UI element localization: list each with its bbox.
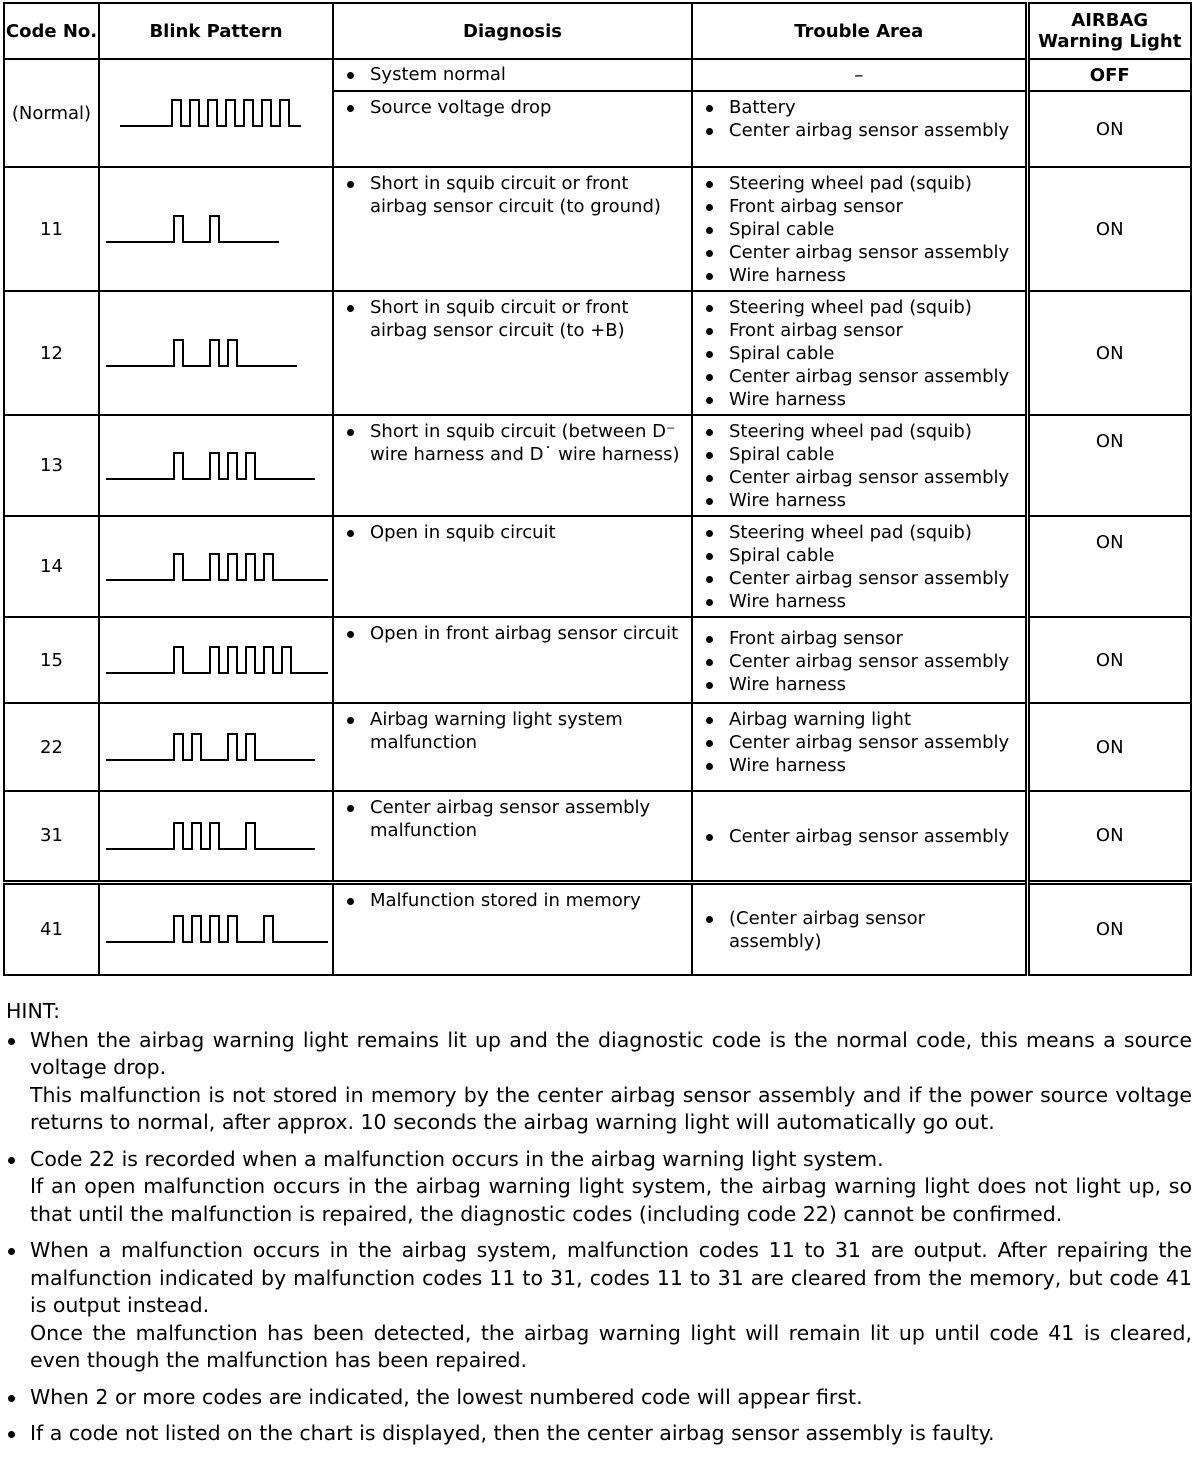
hint-item	[6, 1420, 1192, 1448]
trouble-cell	[692, 415, 1027, 516]
hint-item	[6, 1237, 1192, 1375]
table-row-code-22	[4, 703, 1191, 791]
diagnosis-cell	[333, 59, 692, 91]
list-item: Wire harness	[703, 754, 1021, 777]
hint-paragraph: Once the malfunction has been detected, the airbag warning light will remain lit up until code 41 is cleared, even though the malfunction has been repaired.	[30, 1320, 1192, 1372]
blink-pattern-waveform	[100, 194, 330, 264]
warning-light-cell: OFF	[1027, 59, 1191, 91]
code-cell-normal: (Normal)	[4, 59, 99, 167]
header-trouble-area: Trouble Area	[692, 3, 1027, 59]
blink-pattern-waveform	[100, 894, 330, 964]
hint-list	[6, 1027, 1192, 1448]
diagnosis-cell	[333, 882, 692, 975]
hint-section	[6, 998, 1192, 1457]
diagnosis-cell	[333, 791, 692, 882]
warning-light-cell: ON	[1027, 703, 1191, 791]
hint-paragraph: This malfunction is not stored in memory by the center airbag sensor assembly and if the power source voltage returns to normal, after approx. 10 seconds the airbag warning light will automatically go out.	[30, 1082, 1192, 1134]
header-code: Code No.	[4, 3, 99, 59]
warning-light-cell: ON	[1027, 91, 1191, 167]
list-item: Spiral cable	[703, 443, 1021, 466]
waveform-line	[106, 823, 315, 849]
blink-pattern-waveform	[100, 318, 330, 388]
list-item: Center airbag sensor assembly	[703, 466, 1021, 489]
diagnosis-cell	[333, 516, 692, 617]
warning-light-cell: ON	[1027, 415, 1191, 516]
list-item: Center airbag sensor assembly	[703, 365, 1021, 388]
list-item: Center airbag sensor assembly	[703, 731, 1021, 754]
list-item: Front airbag sensor	[703, 319, 1021, 342]
waveform-line	[106, 916, 328, 942]
blink-pattern-13	[99, 415, 333, 516]
list-item: Malfunction stored in memory	[344, 889, 687, 912]
list-item: Front airbag sensor	[703, 195, 1021, 218]
hint-title: HINT:	[6, 999, 60, 1023]
code-cell: 22	[4, 703, 99, 791]
list-item: Wire harness	[703, 489, 1021, 512]
list-item: Front airbag sensor	[703, 627, 1021, 650]
header-blink-pattern: Blink Pattern	[99, 3, 333, 59]
blink-pattern-15	[99, 617, 333, 703]
list-item: Spiral cable	[703, 342, 1021, 365]
diagnosis-item: System normal	[344, 63, 687, 86]
list-item: Steering wheel pad (squib)	[703, 521, 1021, 544]
waveform-line	[106, 554, 328, 580]
trouble-cell	[692, 91, 1027, 167]
table-row-code-31	[4, 791, 1191, 882]
hint-paragraph: When 2 or more codes are indicated, the lowest numbered code will appear first.	[30, 1384, 863, 1409]
blink-pattern-14	[99, 516, 333, 617]
blink-pattern-waveform	[100, 625, 330, 695]
code-cell: 41	[4, 882, 99, 975]
trouble-cell	[692, 791, 1027, 882]
diagnostic-code-table	[3, 2, 1192, 976]
trouble-cell	[692, 882, 1027, 975]
code-cell: 15	[4, 617, 99, 703]
warning-light-cell: ON	[1027, 882, 1191, 975]
waveform-line	[106, 734, 315, 760]
list-item: Steering wheel pad (squib)	[703, 172, 1021, 195]
header-diagnosis: Diagnosis	[333, 3, 692, 59]
code-cell: 11	[4, 167, 99, 291]
hint-paragraph: Code 22 is recorded when a malfunction occurs in the airbag warning light system.	[30, 1146, 884, 1171]
trouble-cell	[692, 167, 1027, 291]
table-header-row	[4, 3, 1191, 59]
waveform-line	[106, 647, 328, 673]
list-item: Center airbag sensor assembly	[703, 241, 1021, 264]
table-row-code-14	[4, 516, 1191, 617]
list-item: Wire harness	[703, 264, 1021, 287]
diagnosis-cell	[333, 415, 692, 516]
list-item: Spiral cable	[703, 544, 1021, 567]
list-item: Wire harness	[703, 388, 1021, 411]
warning-light-cell: ON	[1027, 516, 1191, 617]
trouble-cell	[692, 291, 1027, 415]
blink-pattern-11	[99, 167, 333, 291]
hint-paragraph: If an open malfunction occurs in the airbag warning light system, the airbag warning light does not light up, so that until the malfunction is repaired, the diagnostic codes (including code 22) cannot be confirmed.	[30, 1174, 1192, 1226]
table-row-code-15	[4, 617, 1191, 703]
warning-light-cell: ON	[1027, 167, 1191, 291]
hint-paragraph: When the airbag warning light remains lit up and the diagnostic code is the normal code, this means a source voltage drop.	[30, 1027, 1192, 1079]
hint-item	[6, 1146, 1192, 1229]
warning-light-cell: ON	[1027, 291, 1191, 415]
table-row-code-11	[4, 167, 1191, 291]
code-cell: 14	[4, 516, 99, 617]
table-row-code-41	[4, 882, 1191, 975]
list-item: Short in squib circuit or front airbag sensor circuit (to ground)	[344, 172, 687, 218]
warning-light-cell: ON	[1027, 617, 1191, 703]
diagnosis-cell	[333, 167, 692, 291]
waveform-line	[106, 216, 279, 242]
diagnosis-item: Source voltage drop	[344, 96, 687, 119]
diagnosis-cell	[333, 617, 692, 703]
diagnosis-cell	[333, 703, 692, 791]
list-item: Short in squib circuit (between D⁻ wire harness and D˙ wire harness)	[344, 420, 687, 466]
blink-pattern-31	[99, 791, 333, 882]
list-item: Open in front airbag sensor circuit	[344, 622, 687, 645]
list-item: Wire harness	[703, 590, 1021, 613]
list-item: Center airbag sensor assembly	[703, 567, 1021, 590]
diagnosis-cell	[333, 291, 692, 415]
hint-paragraph: When a malfunction occurs in the airbag system, malfunction codes 11 to 31 are output. After repairing the malfunction indicated by malfunction codes 11 to 31, codes 11 to 31 are cleared from the memory, but code 41 is output instead.	[30, 1238, 1192, 1317]
header-warning-light: AIRBAG Warning Light	[1027, 3, 1191, 59]
list-item: Steering wheel pad (squib)	[703, 296, 1021, 319]
list-item: Center airbag sensor assembly malfunction	[344, 796, 687, 842]
trouble-cell	[692, 703, 1027, 791]
list-item: Airbag warning light system malfunction	[344, 708, 687, 754]
blink-pattern-waveform	[100, 712, 330, 782]
trouble-cell	[692, 516, 1027, 617]
blink-pattern-waveform	[100, 801, 330, 871]
hint-paragraph: If a code not listed on the chart is displayed, then the center airbag sensor assembly is faulty.	[30, 1421, 995, 1445]
trouble-cell: –	[692, 59, 1027, 91]
list-item: Spiral cable	[703, 218, 1021, 241]
table-row-code-13	[4, 415, 1191, 516]
code-cell: 13	[4, 415, 99, 516]
list-item: Battery	[703, 96, 1021, 119]
code-cell: 31	[4, 791, 99, 882]
list-item: Airbag warning light	[703, 708, 1021, 731]
list-item: Center airbag sensor assembly	[703, 825, 1021, 848]
blink-pattern-normal	[99, 59, 333, 167]
waveform-line	[120, 100, 301, 126]
waveform-line	[106, 340, 297, 366]
waveform-line	[106, 453, 315, 479]
code-cell: 12	[4, 291, 99, 415]
list-item: Center airbag sensor assembly	[703, 119, 1021, 142]
list-item: Steering wheel pad (squib)	[703, 420, 1021, 443]
table-row-normal-a	[4, 59, 1191, 91]
blink-pattern-waveform	[100, 431, 330, 501]
warning-light-cell: ON	[1027, 791, 1191, 882]
diagnosis-cell	[333, 91, 692, 167]
blink-pattern-waveform	[100, 532, 330, 602]
list-item: Short in squib circuit or front airbag sensor circuit (to +B)	[344, 296, 687, 342]
blink-pattern-22	[99, 703, 333, 791]
hint-item	[6, 1027, 1192, 1137]
blink-pattern-12	[99, 291, 333, 415]
list-item: Center airbag sensor assembly	[703, 650, 1021, 673]
blink-pattern-41	[99, 882, 333, 975]
table-row-code-12	[4, 291, 1191, 415]
list-item: (Center airbag sensor assembly)	[703, 907, 1021, 953]
hint-item	[6, 1384, 1192, 1412]
list-item: Wire harness	[703, 673, 1021, 696]
blink-pattern-waveform	[100, 83, 330, 143]
list-item: Open in squib circuit	[344, 521, 687, 544]
trouble-cell	[692, 617, 1027, 703]
